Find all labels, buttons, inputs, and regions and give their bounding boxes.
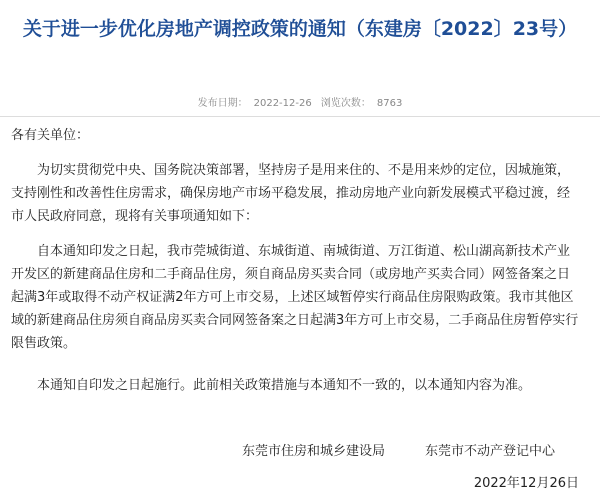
signatory-housing-bureau: 东莞市住房和城乡建设局: [242, 444, 386, 459]
paragraph-policy: 自本通知印发之日起，我市莞城街道、东城街道、南城街道、万江街道、松山湖高新技术产业开发区的新建商品住房和二手商品住房，须自商品房买卖合同（或房地产买卖合同）网签备案之日起满3年或取得不动产权证满2年方可上市交易，上述区域暂停实行商品住房限购政策。我市其他区域的新建商品住房须自商品房买卖合同网签备案之日起满3年方可上市交易，二手商品住房暂停实行限售政策。: [11, 244, 579, 351]
signatories: [242, 440, 555, 459]
header-divider: [0, 116, 600, 117]
page-title: 关于进一步优化房地产调控政策的通知（东建房〔2022〕23号）: [22, 18, 578, 40]
article-meta: [0, 94, 600, 109]
signatory-registration-center: 东莞市不动产登记中心: [425, 444, 556, 459]
view-count-label: 浏览次数：: [320, 98, 371, 109]
document-date: 2022年12月26日: [473, 476, 579, 491]
salutation: 各有关单位：: [11, 128, 90, 143]
publish-date-label: 发布日期：: [197, 98, 248, 109]
paragraph-effective: 本通知自印发之日起施行。此前相关政策措施与本通知不一致的，以本通知内容为准。: [37, 378, 532, 393]
publish-date: 2022-12-26: [253, 98, 312, 109]
view-count: 8763: [376, 98, 403, 109]
paragraph-intro: 为切实贯彻党中央、国务院决策部署，坚持房子是用来住的、不是用来炒的定位，因城施策，支持刚性和改善性住房需求，确保房地产市场平稳发展，推动房地产业向新发展模式平稳过渡，经市人民政府同意，现将有关事项通知如下：: [11, 163, 571, 224]
